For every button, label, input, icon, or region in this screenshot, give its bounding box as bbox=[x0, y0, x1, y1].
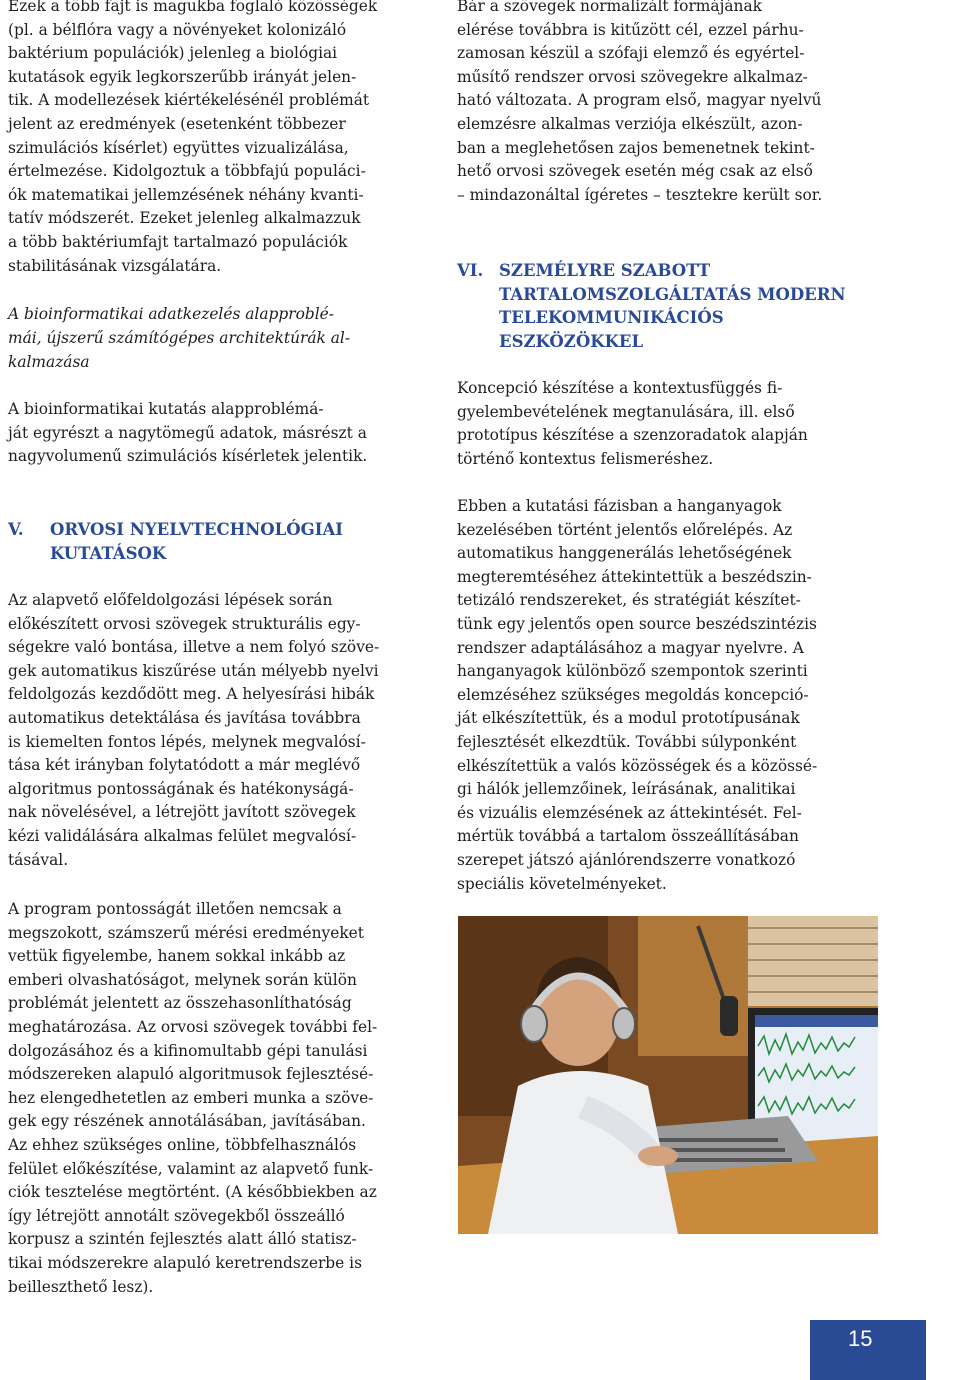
subheading-bioinformatics: A bioinformatikai adatkezelés alapproblé- mái, újszerű számítógépes architektúrák al- kalmazása bbox=[8, 305, 351, 371]
paragraph-normalization: Bár a szövegek normalizált formájának elérése továbbra is kitűzött cél, ezzel párhu- zamosan készül a szófaji elemző és egyértel- műsítő rendszer orvosi szövegekre alkalmaz- ható változata. A program első, magyar nyelvű elemzésre alkalmas verziója elkészült, azon- ban a meglehetősen zajos bemenetnek tekint- hető orvosi szövegek esetén még csak az első – mindazonáltal ígéretes – tesztekre került sor. bbox=[457, 0, 823, 204]
paragraph-audio: Ebben a kutatási fázisban a hanganyagok kezelésében történt jelentős előrelépés. Az automatikus hanggenerálás lehetőségének megteremtéséhez áttekintettük a beszédszin- tetizáló rendszereket, és stratégiát készítet- tünk egy jelentős open source beszédszintézis rendszer adaptálásához a magyar nyelvre. A hanganyagok különböző szempontok szerinti elemzéséhez szükséges megoldás koncepció- ját elkészítettük, és a modul prototípusának fejlesztését elkezdtük. További súlyponként elkészítettük a valós közösségek és a közössé- gi hálók jellemzőinek, leírásának, analitikai és vizuális elemzésének az áttekintését. Fel- mértük továbbá a tartalom összeállításában szerepet játszó ajánlórendszerre vonatkozó speciális követelményeket. bbox=[457, 497, 818, 893]
section-title: SZEMÉLYRE SZABOTT TARTALOMSZOLGÁLTATÁS MODERN TELEKOMMUNIKÁCIÓS ESZKÖZÖKKEL bbox=[499, 261, 846, 351]
section-number: V. bbox=[8, 520, 24, 539]
paragraph-accuracy: A program pontosságát illetően nemcsak a megszokott, számszerű mérési eredményeket vettük figyelembe, hanem sokkal inkább az emberi olvashatóságot, melynek során külön problémát jelentett az összehasonlíthatóság meghatározása. Az orvosi szövegek további fel- dolgozásához és a kifinomultabb gépi tanulási módszereken alapuló algoritmusok fejlesztésé- hez elengedhetetlen az emberi munka a szöve- gek egy részének annotálásában, javításában. Az ehhez szükséges online, többfelhasználós felület előkészítése, valamint az alapvető funk- ciók tesztelése megtörtént. (A későbbiekben az így létrejött annotált szövegekből összeálló korpusz a szintén fejlesztés alatt álló statisz- tikai módszerekre alapuló keretrendszerbe is beilleszthető lesz). bbox=[8, 900, 378, 1296]
paragraph-communities: Ezek a több fajt is magukba foglaló közösségek (pl. a bélflóra vagy a növényeket kolonizáló baktérium populációk) jelenleg a biológiai kutatások egyik legkorszerűbb irányát jelen- tik. A modellezések kiértékelésénél problémát jelent az eredmények (esetenként többezer szimulációs kísérlet) együttes vizualizálása, értelmezése. Kidolgoztuk a többfajú populáci- ók matematikai jellemzésének néhány kvanti- tatív módszerét. Ezeket jelenleg alkalmazzuk a több baktériumfajt tartalmazó populációk stabilitásának vizsgálatára. bbox=[8, 0, 378, 275]
paragraph-concept: Koncepció készítése a kontextusfüggés fi- gyelembevételének megtanulására, ill. első prototípus készítése a szenzoradatok alapján történő kontextus felismeréshez. bbox=[457, 379, 808, 468]
section-title: ORVOSI NYELVTECHNOLÓGIAI KUTATÁSOK bbox=[50, 520, 343, 563]
page-number: 15 bbox=[848, 1326, 873, 1351]
section-heading-vi bbox=[457, 259, 877, 353]
paragraph-preprocessing: Az alapvető előfeldolgozási lépések során előkészített orvosi szövegek strukturális egy- ségekre való bontása, illetve a nem folyó szöve- gek automatikus kiszűrése után mélyebb nyelvi feldolgozás kezdődött meg. A helyesírási hibák automatikus detektálása és javítása továbbra is kiemelten fontos lépés, melynek megvalósí- tása két irányban folytatódott a már meglévő algoritmus pontosságának és hatékonyságá- nak növelésével, a létrejött javított szövegek kézi validálására alkalmas felület megvalósí- tásával. bbox=[8, 591, 380, 869]
photo-studio-person-headphones bbox=[458, 916, 878, 1234]
paragraph-bioinformatics: A bioinformatikai kutatás alapproblémá- ját egyrészt a nagytömegű adatok, másrészt a nagyvolumenű szimulációs kísérletek jelentik. bbox=[8, 400, 368, 466]
section-number: VI. bbox=[457, 261, 484, 280]
section-heading-v bbox=[8, 518, 428, 565]
